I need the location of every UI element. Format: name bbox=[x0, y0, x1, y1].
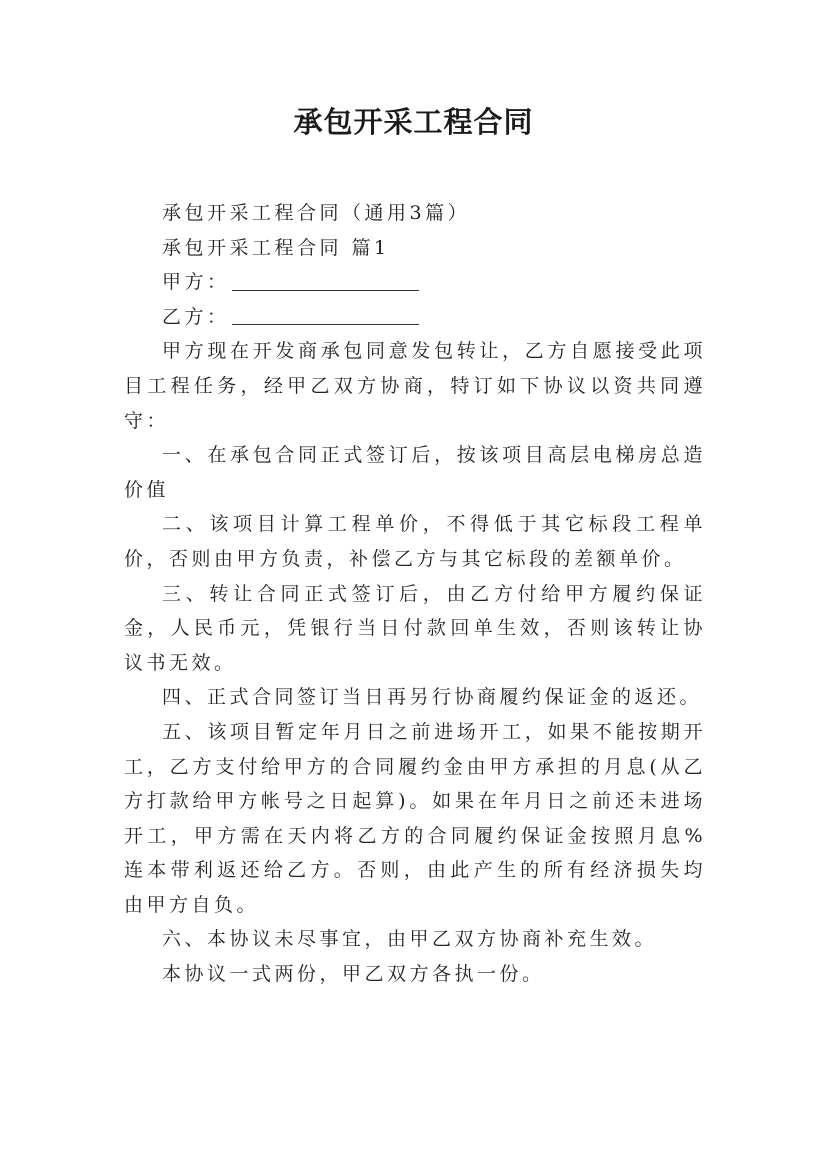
party-a-label: 甲方： bbox=[162, 271, 230, 294]
document-body bbox=[124, 196, 706, 992]
paragraph-intro: 甲方现在开发商承包同意发包转让，乙方自愿接受此项目工程任务，经甲乙双方协商，特订如下协议以资共同遵守： bbox=[124, 340, 706, 432]
party-a-line bbox=[124, 265, 706, 300]
party-b-line bbox=[124, 300, 706, 335]
clause-3: 三、转让合同正式签订后，由乙方付给甲方履约保证金，人民币元，凭银行当日付款回单生效，否则该转让协议书无效。 bbox=[124, 582, 706, 674]
party-b-label: 乙方： bbox=[162, 305, 230, 328]
closing-paragraph: 本协议一式两份，甲乙双方各执一份。 bbox=[162, 963, 545, 986]
party-a-blank bbox=[232, 290, 419, 291]
clause-1: 一、在承包合同正式签订后，按该项目高层电梯房总造价值 bbox=[124, 444, 706, 501]
clause-4: 四、正式合同签订当日再另行协商履约保证金的返还。 bbox=[162, 686, 703, 709]
section-heading: 承包开采工程合同 篇1 bbox=[162, 236, 390, 259]
clause-5: 五、该项目暂定年月日之前进场开工，如果不能按期开工，乙方支付给甲方的合同履约金由甲方承担的月息(从乙方打款给甲方帐号之日起算)。如果在年月日之前还未进场开工，甲方需在天内将乙方的合同履约保证金按照月息%连本带利返还给乙方。否则，由此产生的所有经济损失均由甲方自负。 bbox=[124, 720, 706, 916]
document-title: 承包开采工程合同 bbox=[293, 105, 534, 139]
clause-6: 六、本协议未尽事宜，由甲乙双方协商补充生效。 bbox=[162, 928, 658, 951]
document-subtitle: 承包开采工程合同（通用3篇） bbox=[162, 202, 471, 224]
clause-2: 二、该项目计算工程单价，不得低于其它标段工程单价，否则由甲方负责，补偿乙方与其它标段的差额单价。 bbox=[124, 513, 706, 570]
party-b-blank bbox=[232, 324, 419, 325]
